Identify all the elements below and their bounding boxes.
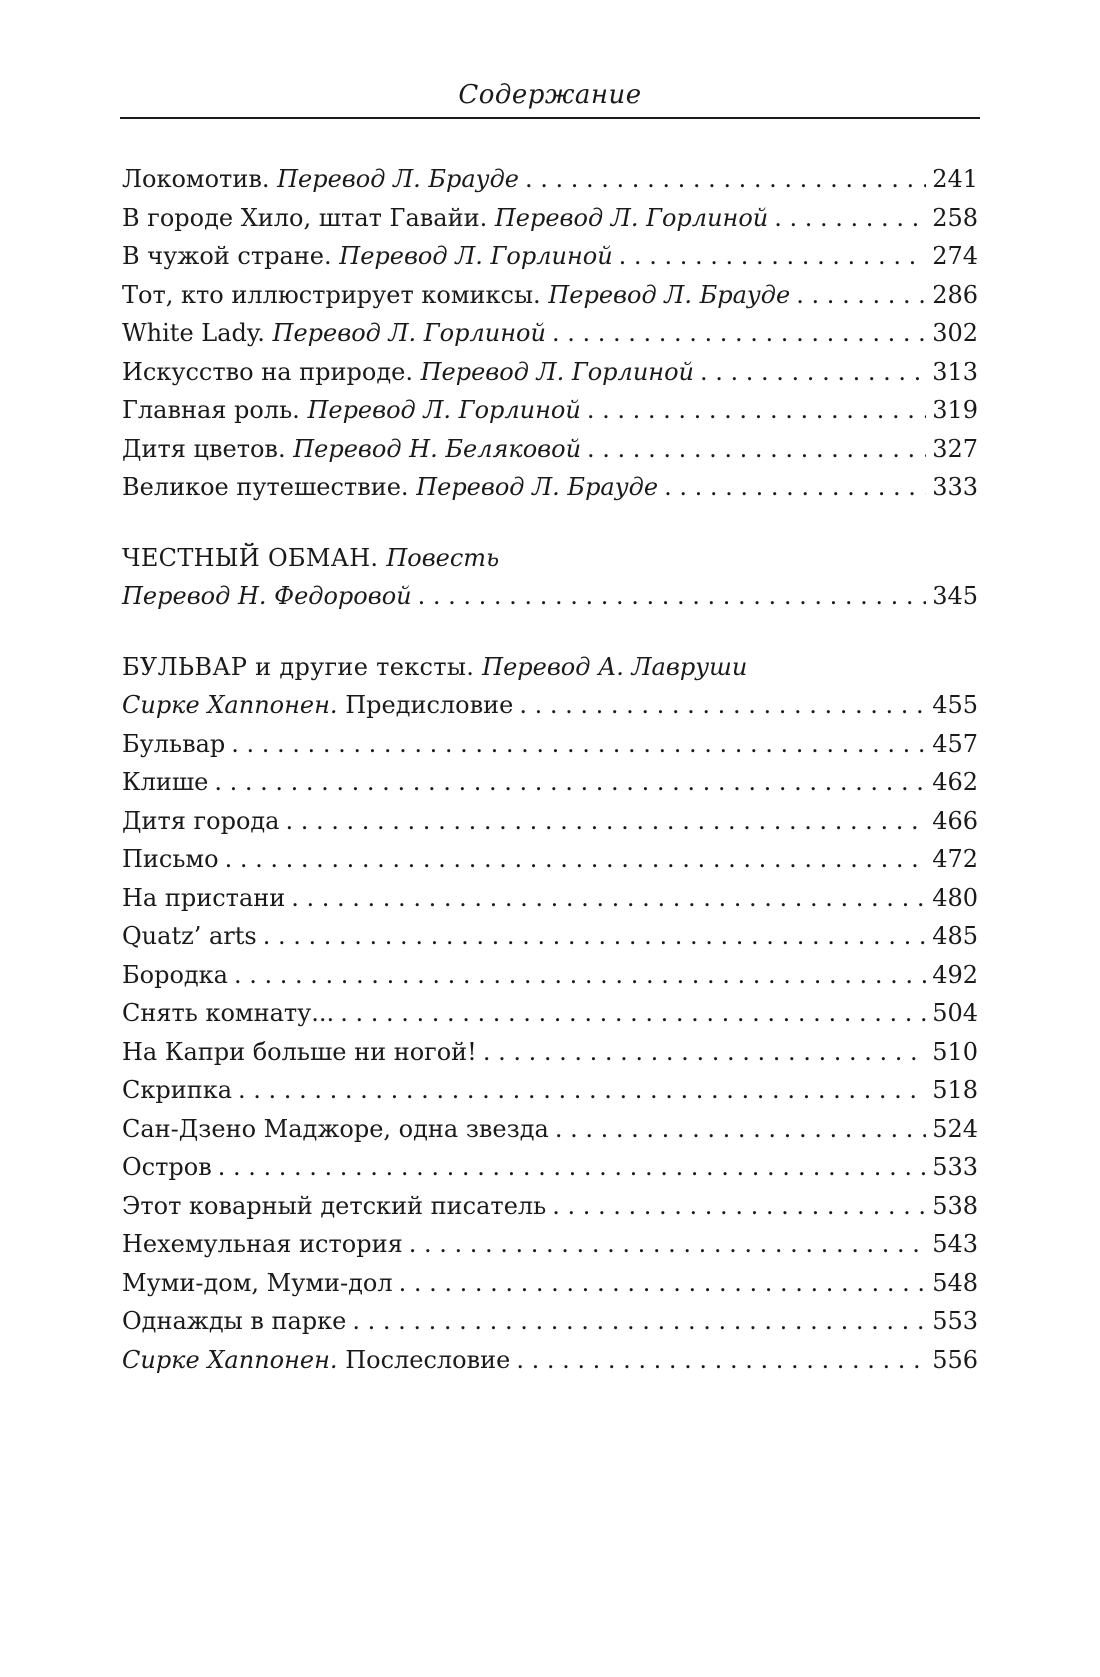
entry-translator: Перевод Л. Брауде (277, 165, 519, 193)
toc-entry[interactable] (122, 763, 978, 802)
toc-section-boulevard (122, 648, 978, 1380)
toc-entry[interactable] (122, 917, 978, 956)
page-number: 466 (932, 806, 978, 835)
dot-leader (238, 1071, 926, 1110)
dot-leader (774, 199, 926, 238)
entry-title: Сан-Дзено Маджоре, одна звезда (122, 1114, 549, 1143)
dot-leader (700, 353, 926, 392)
table-of-contents (122, 160, 978, 1379)
page-number: 485 (932, 922, 978, 950)
page-number: 327 (932, 434, 978, 463)
toc-entry[interactable] (122, 1341, 978, 1380)
entry-title: Бульвар (122, 729, 226, 758)
entry-translator: Перевод Л. Брауде (548, 280, 791, 309)
toc-group-stories (122, 160, 978, 507)
dot-leader (587, 391, 926, 430)
page-number: 504 (932, 999, 978, 1027)
toc-entry[interactable] (122, 1264, 978, 1303)
entry-title: Искусство на природе. (122, 357, 413, 386)
entry-title: Тот, кто иллюстрирует комиксы. (122, 280, 541, 309)
entry-title: На пристани (122, 883, 286, 912)
page-number: 543 (932, 1230, 978, 1258)
entry-title: Quatz’ arts (122, 922, 257, 950)
entry-title: Этот коварный детский писатель (122, 1191, 547, 1220)
dot-leader (418, 577, 927, 616)
toc-entry[interactable] (122, 160, 978, 199)
dot-leader (263, 917, 926, 956)
dot-leader (409, 1225, 926, 1264)
dot-leader (555, 1110, 926, 1149)
page-number: 302 (932, 319, 978, 347)
entry-translator: Перевод Л. Горлиной (339, 242, 613, 270)
toc-entry[interactable] (122, 840, 978, 879)
toc-entry[interactable] (122, 802, 978, 841)
toc-entry[interactable] (122, 353, 978, 392)
toc-entry[interactable] (122, 994, 978, 1033)
page-number: 553 (932, 1307, 978, 1335)
page-number: 313 (932, 357, 978, 386)
entry-title: Послесловие (345, 1345, 511, 1374)
entry-title: В городе Хило, штат Гавайи. (122, 203, 488, 232)
entry-translator: Перевод Л. Горлиной (420, 357, 694, 386)
dot-leader (587, 430, 926, 469)
toc-entry[interactable] (122, 1033, 978, 1072)
section-genre: Повесть (386, 543, 500, 572)
dot-leader (552, 1187, 926, 1226)
page-number: 345 (932, 582, 978, 610)
entry-title: White Lady. (122, 319, 265, 347)
section-spacer (122, 507, 978, 539)
page-number: 533 (932, 1153, 978, 1181)
entry-title: Главная роль. (122, 396, 300, 424)
page-number: 462 (932, 768, 978, 796)
entry-title: На Капри больше ни ногой! (122, 1037, 477, 1066)
toc-entry[interactable] (122, 879, 978, 918)
toc-entry[interactable] (122, 430, 978, 469)
toc-entry[interactable] (122, 1225, 978, 1264)
page-number: 524 (932, 1114, 978, 1143)
page-number: 457 (932, 729, 978, 758)
entry-title: Остров (122, 1153, 212, 1181)
toc-entry[interactable] (122, 468, 978, 507)
toc-entry[interactable] (122, 1187, 978, 1226)
page-number: 556 (932, 1345, 978, 1374)
running-head: Содержание (458, 80, 642, 110)
entry-author: Сирке Хаппонен. (122, 1345, 338, 1374)
toc-entry[interactable] (122, 391, 978, 430)
entry-title: Великое путешествие. (122, 473, 409, 501)
dot-leader (516, 1341, 926, 1380)
section-translator: Перевод А. Лавруши (482, 652, 748, 681)
entry-translator: Перевод Л. Брауде (416, 473, 659, 501)
page-number: 510 (932, 1037, 978, 1066)
page-number: 548 (932, 1268, 978, 1297)
page-number: 286 (932, 280, 978, 309)
page-number: 455 (932, 691, 978, 719)
toc-entry[interactable] (122, 725, 978, 764)
section-spacer (122, 616, 978, 648)
section-title: ЧЕСТНЫЙ ОБМАН. (122, 543, 379, 572)
page-number: 319 (932, 396, 978, 424)
dot-leader (291, 879, 926, 918)
page-number: 333 (932, 473, 978, 501)
dot-leader (483, 1033, 926, 1072)
toc-entry[interactable] (122, 1302, 978, 1341)
entry-translator: Перевод Н. Федоровой (122, 582, 412, 610)
entry-title: Письмо (122, 845, 219, 873)
page-number: 258 (932, 203, 978, 232)
page-number: 538 (932, 1191, 978, 1220)
dot-leader (352, 1302, 926, 1341)
page-number: 480 (932, 883, 978, 912)
entry-title: Клише (122, 768, 209, 796)
toc-entry[interactable] (122, 1148, 978, 1187)
toc-entry[interactable] (122, 237, 978, 276)
dot-leader (340, 994, 926, 1033)
dot-leader (519, 686, 926, 725)
dot-leader (225, 840, 927, 879)
entry-translator: Перевод Л. Горлиной (307, 396, 581, 424)
toc-section-honest-deception (122, 539, 978, 616)
toc-entry[interactable] (122, 686, 978, 725)
toc-entry[interactable] (122, 314, 978, 353)
entry-translator: Перевод Л. Горлиной (272, 319, 546, 347)
entry-title: Дитя города (122, 806, 280, 835)
dot-leader (214, 763, 926, 802)
dot-leader (234, 956, 926, 995)
dot-leader (664, 468, 926, 507)
page-number: 492 (932, 960, 978, 989)
toc-entry[interactable] (122, 577, 978, 616)
entry-title: Дитя цветов. (122, 434, 286, 463)
dot-leader (619, 237, 927, 276)
toc-entry[interactable] (122, 956, 978, 995)
entry-translator: Перевод Н. Беляковой (293, 434, 582, 463)
entry-title: Снять комнату... (122, 999, 335, 1027)
page-number: 472 (932, 845, 978, 873)
entry-title: Скрипка (122, 1076, 233, 1104)
page-number: 241 (932, 165, 978, 193)
toc-entry[interactable] (122, 1071, 978, 1110)
dot-leader (552, 314, 926, 353)
section-title: БУЛЬВАР и другие тексты. (122, 652, 475, 681)
toc-entry[interactable] (122, 199, 978, 238)
dot-leader (231, 725, 926, 764)
toc-entry[interactable] (122, 276, 978, 315)
dot-leader (218, 1148, 926, 1187)
entry-title: Нехемульная история (122, 1230, 403, 1258)
entry-title: Муми-дом, Муми-дол (122, 1268, 393, 1297)
header-rule (120, 117, 980, 119)
dot-leader (399, 1264, 927, 1303)
section-heading (122, 648, 978, 687)
page-number: 274 (932, 242, 978, 270)
toc-entry[interactable] (122, 1110, 978, 1149)
dot-leader (285, 802, 926, 841)
entry-author: Сирке Хаппонен. (122, 691, 338, 719)
section-heading (122, 539, 978, 578)
entry-title: Локомотив. (122, 165, 270, 193)
page-number: 518 (932, 1076, 978, 1104)
dot-leader (525, 160, 926, 199)
entry-title: Однажды в парке (122, 1307, 347, 1335)
entry-title: Бородка (122, 960, 228, 989)
entry-title: В чужой стране. (122, 242, 332, 270)
entry-translator: Перевод Л. Горлиной (494, 203, 769, 232)
dot-leader (796, 276, 926, 315)
entry-title: Предисловие (345, 691, 514, 719)
